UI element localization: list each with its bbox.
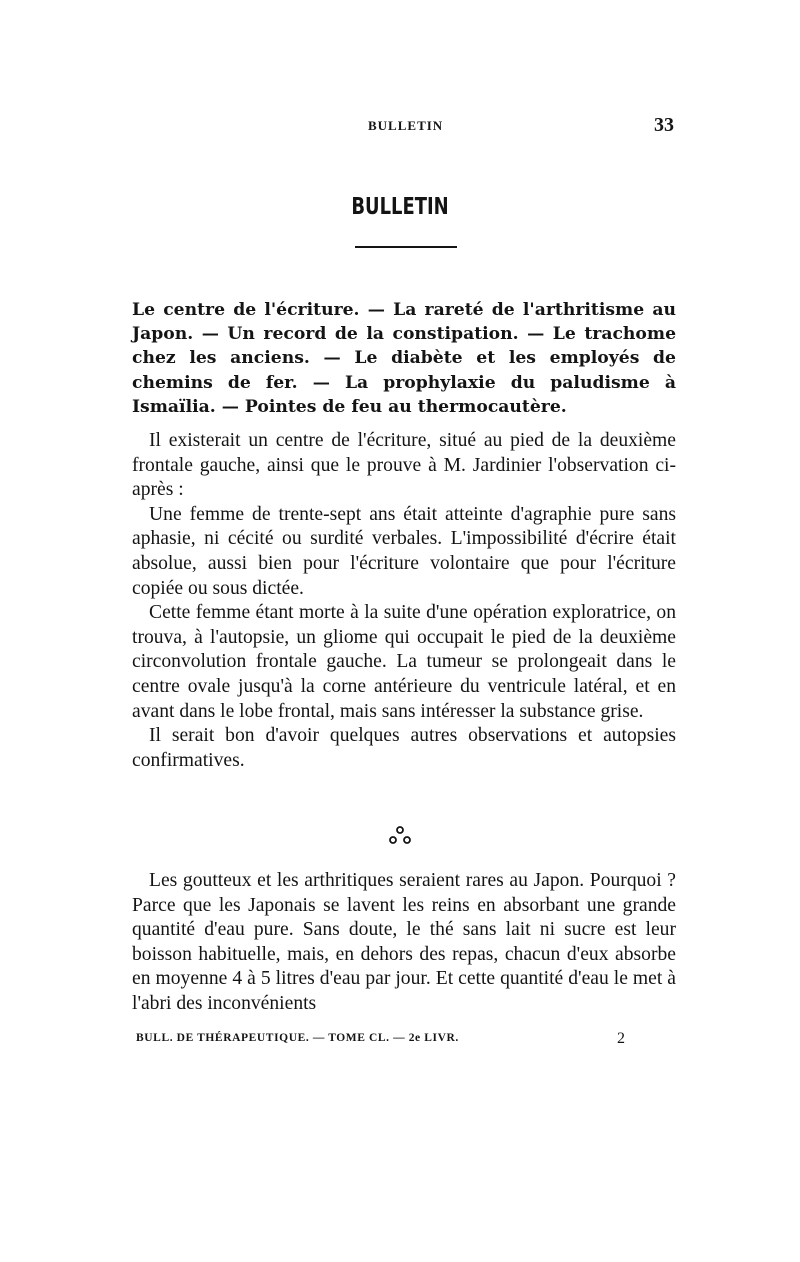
article-paragraph: Les goutteux et les arthritiques seraient rares au Japon. Pourquoi ? Parce que les Japonais se lavent les reins en absorbant une grande quantité d'eau pure. Sans doute, le thé sans lait ni sucre est leur boisson habituelle, mais, en dehors des repas, chacun d'eux absorbe en moyenne 4 à 5 litres d'eau par jour. Et cette quantité d'eau le met à l'abri des inconvénients xyxy=(132,870,676,1014)
section-separator-ornament xyxy=(380,822,420,848)
section-title: BULLETIN xyxy=(351,194,449,220)
running-title: BULLETIN xyxy=(368,118,444,133)
article-arthritis-japan xyxy=(132,869,676,1017)
title-rule xyxy=(355,246,457,248)
signature-mark: 2 xyxy=(617,1030,625,1047)
running-head xyxy=(132,114,676,138)
three-circles-icon xyxy=(380,822,420,848)
article-paragraph: Il serait bon d'avoir quelques autres observations et autopsies confirmatives. xyxy=(132,725,676,771)
article-paragraph: Cette femme étant morte à la suite d'une opération exploratrice, on trouva, à l'autopsie, un gliome qui occupait le pied de la deuxième circonvolution frontale gauche. La tumeur se prolongeait dans le centre ovale jusqu'à la corne antérieure du ventricule latéral, et en avant dans le lobe frontal, mais sans intéresser la substance grise. xyxy=(132,602,676,722)
article-writing-center xyxy=(132,429,676,773)
page-number: 33 xyxy=(654,114,674,136)
summary-paragraph: Le centre de l'écriture. — La rareté de l'arthritisme au Japon. — Un record de la constipation. — Le trachome chez les anciens. — Le diabète et les employés de chemins de fer. — La prophylaxie du paludisme à Ismaïlia. — Pointes de feu au thermocautère. xyxy=(132,300,676,417)
article-paragraph: Il existerait un centre de l'écriture, situé au pied de la deuxième frontale gauche, ainsi que le prouve à M. Jardinier l'observation ci-après : xyxy=(132,430,676,501)
article-paragraph: Une femme de trente-sept ans était atteinte d'agraphie pure sans aphasie, ni cécité ou surdité verbales. L'impossibilité d'écrire était absolue, aussi bien pour l'écriture volontaire que pour l'écriture copiée ou sous dictée. xyxy=(132,503,676,599)
page-footer xyxy=(132,1030,676,1050)
footer-signature-line: BULL. DE THÉRAPEUTIQUE. — TOME CL. — 2e LIVR. xyxy=(136,1032,459,1044)
